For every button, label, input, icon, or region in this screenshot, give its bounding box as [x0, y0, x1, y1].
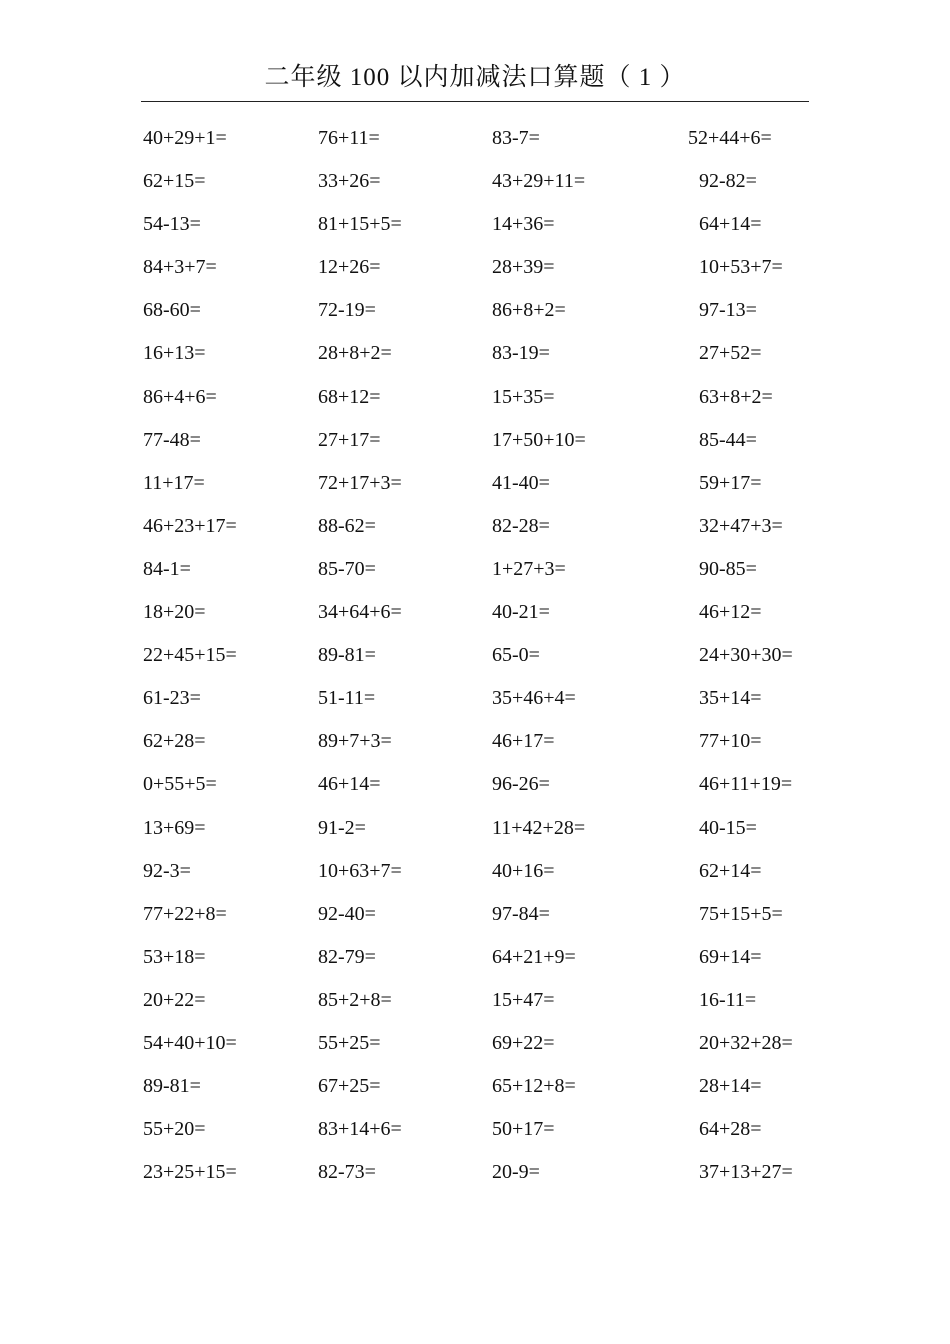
problem-item: 20+22= [143, 988, 206, 1011]
problem-item: 92-3= [143, 859, 191, 882]
problem-row [0, 678, 950, 721]
problem-item: 17+50+10= [492, 428, 586, 451]
problem-item: 96-26= [492, 773, 550, 796]
problem-item: 35+14= [699, 687, 762, 710]
problem-item: 43+29+11= [492, 170, 586, 193]
problem-row [0, 635, 950, 678]
problem-item: 13+69= [143, 816, 206, 839]
problem-item: 97-13= [699, 299, 757, 322]
problem-item: 53+18= [143, 945, 206, 968]
problem-item: 32+47+3= [699, 514, 783, 537]
problem-item: 55+25= [318, 1031, 381, 1054]
problem-row [0, 937, 950, 980]
problem-item: 69+14= [699, 945, 762, 968]
problem-item: 46+23+17= [143, 514, 237, 537]
problem-item: 15+47= [492, 988, 555, 1011]
problem-item: 46+12= [699, 601, 762, 624]
problem-item: 83+14+6= [318, 1118, 402, 1141]
problem-item: 27+52= [699, 342, 762, 365]
problem-item: 84-1= [143, 557, 191, 580]
problem-item: 85-44= [699, 428, 757, 451]
problem-item: 40+16= [492, 859, 555, 882]
problem-row [0, 980, 950, 1023]
problem-item: 82-28= [492, 514, 550, 537]
problem-row [0, 118, 950, 161]
problem-item: 40-21= [492, 601, 550, 624]
problem-item: 40+29+1= [143, 127, 227, 149]
problem-item: 97-84= [492, 902, 550, 925]
problem-item: 83-19= [492, 342, 550, 365]
problem-item: 92-40= [318, 902, 376, 925]
problem-row [0, 420, 950, 463]
problem-row [0, 1152, 950, 1195]
problem-row [0, 463, 950, 506]
page-title: 二年级 100 以内加减法口算题（ 1 ） [264, 64, 686, 91]
problem-item: 46+14= [318, 773, 381, 796]
problem-item: 64+14= [699, 213, 762, 236]
problem-row [0, 506, 950, 549]
problem-item: 41-40= [492, 471, 550, 494]
problem-item: 52+44+6= [688, 127, 772, 149]
problem-item: 91-2= [318, 816, 366, 839]
problem-item: 34+64+6= [318, 601, 402, 624]
problem-item: 46+17= [492, 730, 555, 753]
problem-item: 72+17+3= [318, 471, 402, 494]
problem-item: 55+20= [143, 1118, 206, 1141]
problem-row [0, 764, 950, 807]
problem-item: 65-0= [492, 644, 540, 667]
problem-item: 0+55+5= [143, 773, 217, 796]
problem-item: 89-81= [143, 1075, 201, 1098]
problem-item: 33+26= [318, 170, 381, 193]
problem-row [0, 161, 950, 204]
problem-item: 59+17= [699, 471, 762, 494]
problem-item: 62+28= [143, 730, 206, 753]
problem-item: 82-73= [318, 1161, 376, 1184]
problem-row [0, 894, 950, 937]
problem-item: 77+10= [699, 730, 762, 753]
problem-item: 62+15= [143, 170, 206, 193]
problem-item: 51-11= [318, 687, 376, 710]
problem-grid [0, 118, 950, 1195]
problem-item: 37+13+27= [699, 1161, 793, 1184]
problem-item: 77-48= [143, 428, 201, 451]
problem-row [0, 333, 950, 376]
problem-item: 69+22= [492, 1031, 555, 1054]
problem-item: 85-70= [318, 557, 376, 580]
problem-item: 28+39= [492, 256, 555, 279]
problem-item: 14+36= [492, 213, 555, 236]
problem-item: 62+14= [699, 859, 762, 882]
problem-row [0, 204, 950, 247]
problem-item: 85+2+8= [318, 988, 392, 1011]
problem-item: 82-79= [318, 945, 376, 968]
problem-item: 72-19= [318, 299, 376, 322]
problem-item: 10+63+7= [318, 859, 402, 882]
problem-item: 27+17= [318, 428, 381, 451]
problem-item: 68+12= [318, 385, 381, 408]
problem-row [0, 247, 950, 290]
problem-item: 64+21+9= [492, 945, 576, 968]
problem-row [0, 1066, 950, 1109]
problem-item: 89-81= [318, 644, 376, 667]
problem-row [0, 592, 950, 635]
problem-item: 84+3+7= [143, 256, 217, 279]
problem-item: 83-7= [492, 127, 540, 149]
problem-item: 23+25+15= [143, 1161, 237, 1184]
problem-item: 88-62= [318, 514, 376, 537]
problem-item: 40-15= [699, 816, 757, 839]
problem-item: 35+46+4= [492, 687, 576, 710]
problem-item: 64+28= [699, 1118, 762, 1141]
problem-item: 20+32+28= [699, 1031, 793, 1054]
problem-item: 90-85= [699, 557, 757, 580]
problem-item: 75+15+5= [699, 902, 783, 925]
problem-row [0, 851, 950, 894]
problem-item: 18+20= [143, 601, 206, 624]
problem-item: 24+30+30= [699, 644, 793, 667]
problem-item: 10+53+7= [699, 256, 783, 279]
problem-item: 28+14= [699, 1075, 762, 1098]
problem-item: 12+26= [318, 256, 381, 279]
problem-item: 22+45+15= [143, 644, 237, 667]
problem-row [0, 1023, 950, 1066]
title-underline [141, 101, 809, 102]
problem-item: 16+13= [143, 342, 206, 365]
problem-item: 11+42+28= [492, 816, 586, 839]
problem-row [0, 549, 950, 592]
problem-item: 61-23= [143, 687, 201, 710]
problem-row [0, 290, 950, 333]
problem-row [0, 721, 950, 764]
problem-item: 81+15+5= [318, 213, 402, 236]
problem-item: 1+27+3= [492, 557, 566, 580]
problem-item: 54-13= [143, 213, 201, 236]
problem-item: 92-82= [699, 170, 757, 193]
problem-item: 68-60= [143, 299, 201, 322]
problem-item: 77+22+8= [143, 902, 227, 925]
problem-item: 86+8+2= [492, 299, 566, 322]
problem-item: 15+35= [492, 385, 555, 408]
problem-item: 76+11= [318, 127, 380, 149]
problem-row [0, 1109, 950, 1152]
problem-item: 67+25= [318, 1075, 381, 1098]
problem-row [0, 808, 950, 851]
problem-item: 11+17= [143, 471, 205, 494]
problem-item: 46+11+19= [699, 773, 793, 796]
problem-item: 28+8+2= [318, 342, 392, 365]
problem-item: 65+12+8= [492, 1075, 576, 1098]
problem-item: 86+4+6= [143, 385, 217, 408]
problem-item: 89+7+3= [318, 730, 392, 753]
problem-item: 54+40+10= [143, 1031, 237, 1054]
problem-item: 20-9= [492, 1161, 540, 1184]
problem-row [0, 377, 950, 420]
problem-item: 63+8+2= [699, 385, 773, 408]
problem-item: 16-11= [699, 988, 757, 1011]
problem-item: 50+17= [492, 1118, 555, 1141]
